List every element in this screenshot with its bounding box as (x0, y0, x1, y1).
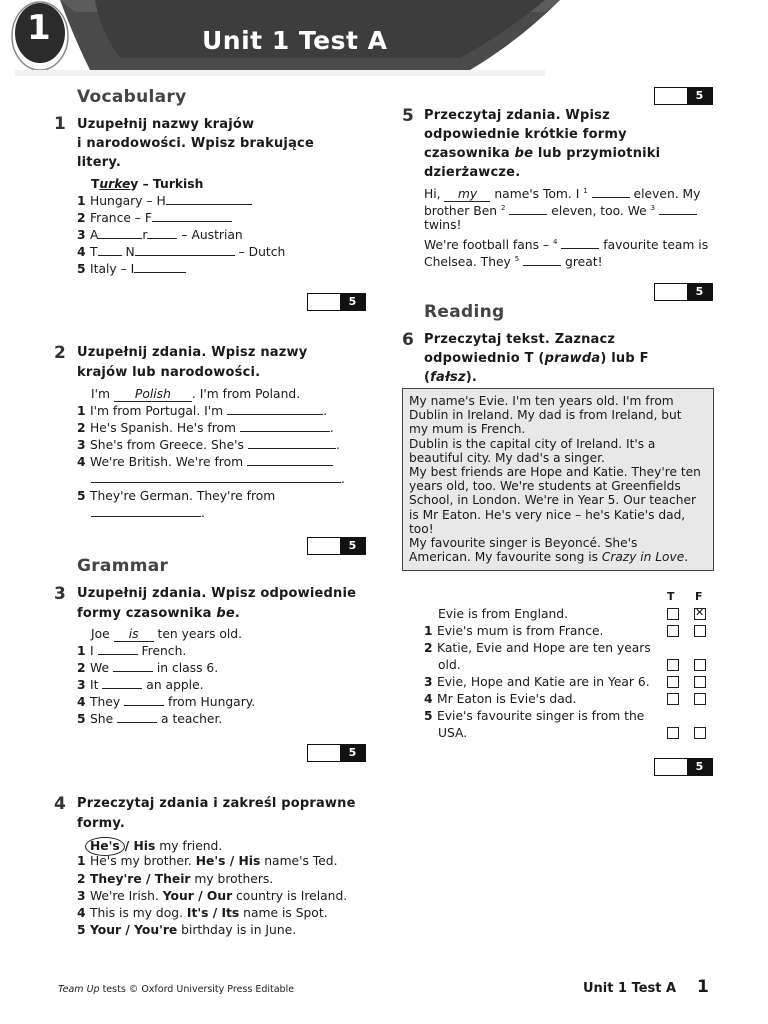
answer-blank[interactable] (166, 193, 252, 205)
page-title: Unit 1 Test A (202, 26, 388, 55)
answer-blank[interactable] (240, 420, 330, 432)
list-item: 3 We're Irish. Your / Our country is Ireland. (77, 889, 348, 903)
answer-blank[interactable] (91, 471, 341, 483)
exercise-number: 3 (54, 584, 66, 604)
list-item: 3 It an apple. (77, 678, 204, 692)
list-item: 5 She a teacher. (77, 712, 223, 726)
answer-blank[interactable] (248, 437, 336, 449)
section-title-grammar: Grammar (77, 556, 169, 576)
list-item-continuation: . (91, 505, 205, 522)
false-checkbox[interactable] (694, 693, 706, 705)
footer-copyright: Team Up tests © Oxford University Press Editable (58, 984, 295, 995)
unit-number: 1 (27, 8, 51, 48)
answer-blank[interactable] (134, 261, 186, 273)
footer-unit-label: Unit 1 Test A (583, 981, 677, 996)
list-item: 3 A r – Austrian (77, 228, 243, 242)
list-item: 3 She's from Greece. She's . (77, 438, 340, 452)
answer-blank[interactable] (117, 711, 157, 723)
exercise-number: 4 (54, 794, 66, 814)
list-item: 4 T N – Dutch (77, 245, 286, 259)
text-line: We're football fans – $^4$ favourite team is (424, 238, 709, 253)
list-item: 4 This is my dog. It's / Its name is Spot. (77, 906, 328, 920)
text-line: brother Ben $^2$ eleven, too. We $^3$ (424, 200, 697, 220)
exercise-instruction: Przeczytaj tekst. Zaznacz odpowiednio T (prawda) lub F (fałsz). (424, 332, 649, 385)
choice-option[interactable]: He's / His (195, 854, 261, 868)
answer-blank[interactable] (147, 227, 177, 239)
answer-blank[interactable] (135, 244, 235, 256)
false-checkbox-ticked[interactable] (694, 608, 706, 620)
example-line: I'm Polish . I'm from Poland. (91, 387, 301, 401)
reading-text-box: My name's Evie. I'm ten years old. I'm from Dublin in Ireland. My dad is from Ireland, but my mum is French. Dublin is the capital city of Ireland. It's a beautiful city. My dad's a singer. My best friends are Hope and Katie. They're ten years old, too. We're students at Greenfields School, in London. We're in Year 5. Our teacher is Mr Eaton. He's very nice – he's Katie's dad, too! My favourite singer is Beyoncé. She's American. My favourite song is Crazy in Love. (402, 388, 714, 571)
false-column-label: F (695, 590, 703, 603)
list-item: 1 Hungary – H (77, 193, 252, 210)
answer-blank[interactable] (102, 677, 142, 689)
text-line: Hi, my name's Tom. I $^1$ eleven. My (424, 187, 701, 202)
true-checkbox[interactable] (667, 625, 679, 637)
exercise-instruction: Przeczytaj zdania i zakreśl poprawne formy. (77, 796, 356, 831)
list-item: 1 I'm from Portugal. I'm . (77, 404, 327, 418)
answer-blank[interactable] (247, 454, 333, 466)
example-line: Joe is ten years old. (91, 627, 243, 641)
answer-blank[interactable] (659, 203, 697, 215)
answer-blank[interactable] (592, 186, 630, 198)
example-line: Turkey – Turkish (91, 177, 204, 191)
list-item: 5 Italy – I (77, 261, 186, 278)
text-line: twins! (424, 218, 462, 232)
circled-answer: He's (85, 837, 125, 856)
list-item: 5 Your / You're birthday is in June. (77, 923, 297, 937)
answer-blank[interactable] (98, 244, 122, 256)
choice-option[interactable]: They're / Their (90, 872, 191, 886)
true-checkbox[interactable] (667, 693, 679, 705)
exercise-instruction: Uzupełnij zdania. Wpisz odpowiednie formy czasownika be. (77, 586, 357, 621)
list-item: 2 France – F (77, 210, 232, 227)
score-box[interactable]: 5 (654, 87, 713, 105)
true-column-label: T (667, 590, 675, 603)
true-checkbox[interactable] (667, 727, 679, 739)
answer-blank[interactable] (561, 237, 599, 249)
list-item: 2 Katie, Evie and Hope are ten years (424, 641, 651, 655)
false-checkbox[interactable] (694, 625, 706, 637)
list-item: 4 They from Hungary. (77, 695, 256, 709)
true-checkbox[interactable] (667, 608, 679, 620)
true-checkbox[interactable] (667, 659, 679, 671)
list-item: 5 They're German. They're from (77, 489, 276, 503)
answer-blank[interactable] (227, 403, 323, 415)
answer-blank[interactable] (124, 694, 164, 706)
score-box[interactable]: 5 (307, 537, 366, 555)
exercise-number: 5 (402, 106, 414, 126)
text-line: Chelsea. They $^5$ great! (424, 255, 603, 270)
list-item: 1 Evie's mum is from France. (424, 624, 604, 638)
score-box[interactable]: 5 (307, 293, 366, 311)
false-checkbox[interactable] (694, 659, 706, 671)
answer-blank[interactable] (91, 505, 201, 517)
section-title-vocabulary: Vocabulary (77, 87, 187, 107)
answer-blank[interactable] (509, 203, 547, 215)
exercise-number: 1 (54, 114, 66, 134)
answer-blank[interactable] (152, 210, 232, 222)
answer-blank[interactable] (113, 660, 153, 672)
list-item-continuation: . (91, 471, 345, 488)
list-item: 2 They're / Their my brothers. (77, 872, 274, 886)
list-item: 4 Mr Eaton is Evie's dad. (424, 692, 577, 706)
list-item-continuation: USA. (438, 726, 468, 740)
list-item: 5 Evie's favourite singer is from the (424, 709, 645, 723)
list-item: 1 He's my brother. He's / His name's Ted. (77, 854, 338, 868)
answer-blank[interactable] (523, 254, 561, 266)
exercise-instruction: Uzupełnij nazwy krajów i narodowości. Wpisz brakujące litery. (77, 117, 314, 170)
list-item-continuation: old. (438, 658, 461, 672)
exercise-number: 2 (54, 343, 66, 363)
score-box[interactable]: 5 (654, 758, 713, 776)
list-item: 2 He's Spanish. He's from . (77, 421, 334, 435)
answer-blank[interactable] (98, 643, 138, 655)
answer-blank[interactable] (98, 227, 142, 239)
section-title-reading: Reading (424, 302, 505, 322)
example-line: Evie is from England. (438, 607, 569, 621)
list-item: 4 We're British. We're from (77, 454, 333, 471)
true-checkbox[interactable] (667, 676, 679, 688)
score-box[interactable]: 5 (654, 283, 713, 301)
exercise-instruction: Uzupełnij zdania. Wpisz nazwy krajów lub narodowości. (77, 345, 308, 380)
list-item: 3 Evie, Hope and Katie are in Year 6. (424, 675, 650, 689)
choice-option[interactable]: Your / Our (162, 889, 233, 903)
page-number: 1 (697, 977, 709, 997)
example-line: He's / His my friend. (85, 837, 222, 856)
list-item: 1 I French. (77, 644, 187, 658)
exercise-instruction: Przeczytaj zdania. Wpisz odpowiednie krótkie formy czasownika be lub przymiotniki dzierżawcze. (424, 108, 661, 180)
false-checkbox[interactable] (694, 676, 706, 688)
score-box[interactable]: 5 (307, 744, 366, 762)
false-checkbox[interactable] (694, 727, 706, 739)
choice-option[interactable]: It's / Its (186, 906, 240, 920)
exercise-number: 6 (402, 330, 414, 350)
list-item: 2 We in class 6. (77, 661, 219, 675)
choice-option[interactable]: Your / You're (90, 923, 178, 937)
